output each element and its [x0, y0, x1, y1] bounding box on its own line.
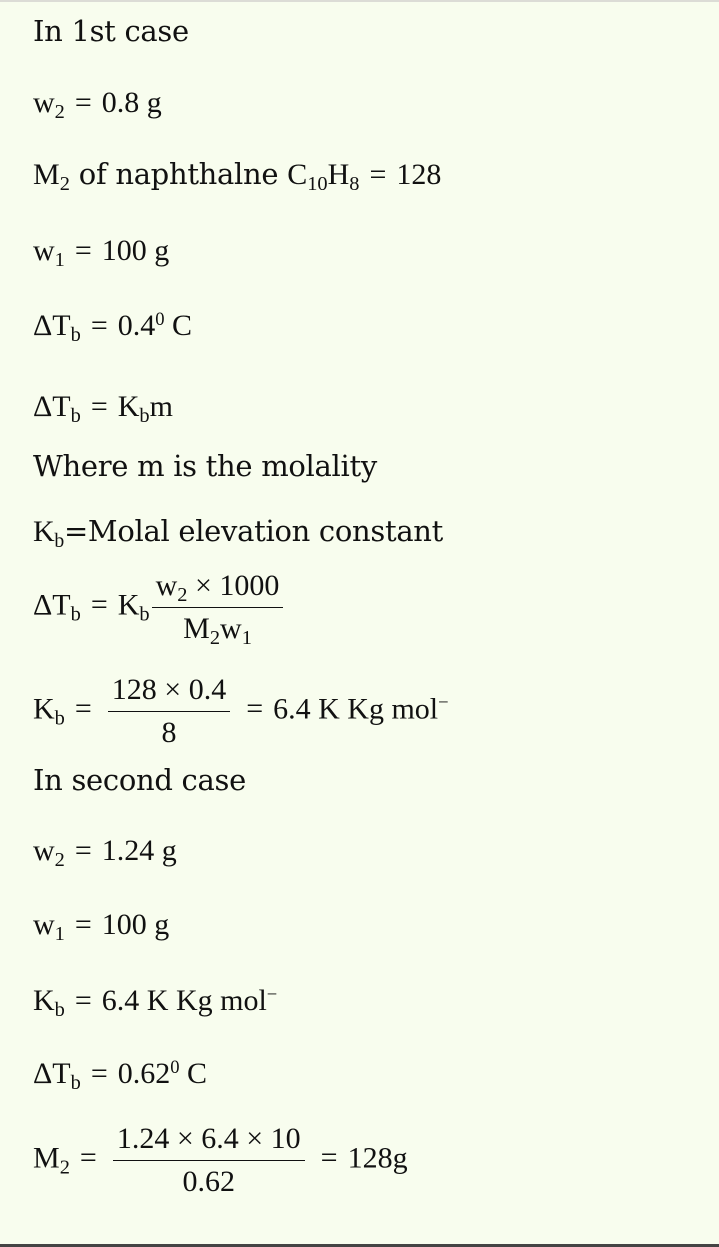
delta-tb-symbol: ΔT [33, 588, 71, 622]
kb-subscript: b [54, 529, 64, 552]
hydrogen-count: 8 [349, 173, 360, 196]
degree-superscript: 0 [155, 308, 165, 330]
equals-sign: = [74, 834, 92, 867]
w2-value: 0.8 g [101, 86, 162, 119]
delta-tb-unit: C [179, 1057, 208, 1090]
w2-symbol: w [33, 86, 55, 119]
kb-subscript: b [54, 707, 65, 730]
carbon-symbol: C [287, 158, 308, 191]
equals-sign: = [320, 1141, 338, 1175]
w1-symbol: w [33, 234, 55, 267]
equals-sign: = [90, 390, 108, 423]
denominator-w-subscript: 1 [241, 627, 252, 650]
delta-tb-symbol: ΔT [33, 390, 71, 423]
m2-symbol: M [33, 158, 60, 191]
delta-tb-value: 0.62 [117, 1057, 171, 1090]
denominator-m-subscript: 2 [209, 627, 221, 650]
case2-heading: In second case [33, 763, 246, 797]
w1-value: 100 g [101, 908, 170, 941]
case1-heading: In 1st case [33, 14, 189, 48]
equals-sign: = [74, 908, 92, 941]
delta-tb-unit: C [164, 309, 193, 342]
equals-sign: = [246, 692, 264, 726]
w1-subscript: 1 [54, 249, 65, 272]
kb-symbol: K [33, 515, 55, 548]
kb-symbol: K [117, 588, 140, 622]
case1-dtb-equation [33, 308, 193, 347]
case2-w1-equation [33, 908, 170, 946]
equals-sign: = [74, 86, 92, 119]
case2-dtb-equation [33, 1056, 208, 1095]
equals-sign: = [74, 692, 92, 726]
fraction-denominator: 8 [161, 716, 177, 749]
delta-tb-subscript: b [70, 1072, 81, 1095]
w2-subscript: 2 [54, 101, 65, 124]
case2-w2-equation [33, 834, 177, 872]
numerator-rest: × 1000 [187, 569, 280, 602]
molality-symbol: m [149, 390, 173, 423]
case1-fraction-formula [33, 568, 289, 650]
w1-value: 100 g [101, 234, 170, 267]
equals-sign: = [90, 588, 108, 622]
delta-tb-value: 0.4 [117, 309, 156, 342]
case1-w2-equation [33, 86, 162, 124]
kb-definition [33, 514, 444, 552]
mol-superscript: − [438, 692, 449, 714]
w2-value: 1.24 g [101, 834, 177, 867]
carbon-count: 10 [307, 173, 328, 196]
w1-symbol: w [33, 908, 55, 941]
case1-m2-equation [33, 157, 442, 196]
denominator-m: M [183, 612, 210, 645]
mol-superscript: − [266, 983, 278, 1005]
fraction-numerator: 1.24 × 6.4 × 10 [113, 1121, 305, 1161]
delta-tb-subscript: b [70, 405, 81, 428]
equals-sign: = [369, 158, 387, 191]
fraction-denominator: 0.62 [182, 1165, 235, 1198]
m2-value: 128 [396, 158, 442, 191]
m2-result: 128g [347, 1141, 408, 1175]
hydrogen-symbol: H [327, 158, 350, 191]
m2-fraction [113, 1121, 305, 1200]
delta-tb-symbol: ΔT [33, 1057, 71, 1090]
where-text: Where m is the molality [33, 449, 377, 483]
m2-subscript: 2 [59, 173, 70, 196]
delta-tb-subscript: b [70, 324, 81, 347]
case2-m2-calculation [33, 1121, 408, 1200]
m2-symbol: M [33, 1141, 60, 1175]
case1-kb-calculation [33, 672, 449, 751]
kb-subscript: b [139, 405, 150, 428]
kb-symbol: K [117, 390, 140, 423]
kb-definition-text: =Molal elevation constant [63, 514, 444, 548]
numerator-w: w [155, 569, 178, 602]
w2-subscript: 2 [54, 849, 65, 872]
kb-symbol: K [33, 984, 55, 1017]
equals-sign: = [74, 984, 92, 1017]
fraction-numerator [152, 568, 284, 608]
kb-subscript: b [139, 603, 150, 626]
delta-tb-symbol: ΔT [33, 309, 71, 342]
case1-boiling-formula [33, 390, 173, 428]
w2-symbol: w [33, 834, 55, 867]
formula-fraction [152, 568, 284, 650]
equals-sign: = [90, 309, 108, 342]
m2-subscript: 2 [59, 1156, 70, 1179]
kb-fraction [108, 672, 230, 751]
degree-superscript: 0 [170, 1056, 180, 1078]
delta-tb-subscript: b [70, 603, 81, 626]
equals-sign: = [74, 234, 92, 267]
kb-subscript: b [54, 999, 65, 1022]
case2-kb-equation [33, 983, 278, 1022]
w1-subscript: 1 [54, 923, 65, 946]
equals-sign: = [79, 1141, 97, 1175]
m2-text: of naphthalne [69, 157, 288, 191]
case1-w1-equation [33, 234, 170, 272]
fraction-denominator [152, 608, 284, 650]
fraction-numerator: 128 × 0.4 [108, 672, 230, 712]
denominator-w: w [220, 612, 242, 645]
kb-value: 6.4 K Kg mol [101, 984, 267, 1017]
kb-symbol: K [33, 692, 55, 726]
kb-result: 6.4 K Kg mol [273, 692, 439, 726]
numerator-w-subscript: 2 [177, 584, 188, 607]
equals-sign: = [90, 1057, 108, 1090]
